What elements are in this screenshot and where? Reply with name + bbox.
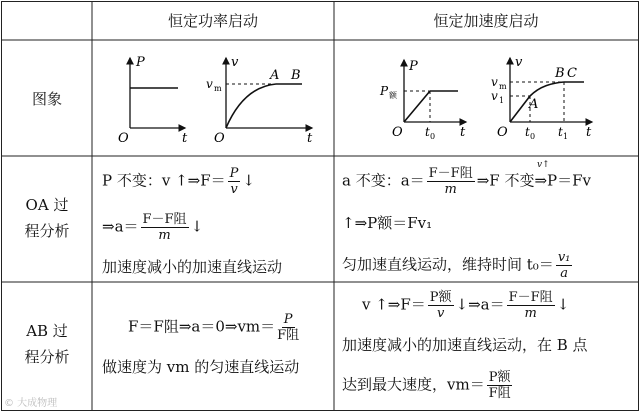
ab-acc-line2: 加速度减小的加速直线运动，在 B 点 (342, 336, 588, 354)
g3-origin: O (392, 125, 403, 140)
ab-acc-den-2: m (524, 306, 537, 321)
g2-point-b: B (291, 68, 301, 83)
col-header-const-acc: 恒定加速度启动 (433, 12, 539, 30)
ab-acc-frac-1 (428, 290, 454, 321)
g4-v1-sub: 1 (499, 96, 505, 105)
ab-power-line1-a: F＝F阻⇒a＝0⇒vm＝ (128, 317, 276, 336)
g4-t1-sub: 1 (563, 132, 569, 141)
g3-t0: t (425, 125, 430, 139)
g4-vm: v (491, 75, 498, 89)
ab-acc-frac-3 (487, 370, 513, 401)
g3-pe-sub: 额 (389, 91, 397, 100)
oa-power-num-1: P (229, 166, 239, 181)
oa-power-den-1: v (230, 182, 238, 197)
oa-power-line1 (102, 166, 255, 197)
g1-ylabel: P (136, 55, 145, 70)
oa-acc-line2: ↑⇒P额＝Fv₁ (342, 214, 433, 232)
oa-power-line3: 加速度减小的加速直线运动 (102, 258, 283, 276)
row-label-oa-line2: 程分析 (24, 222, 70, 240)
g3-xlabel: t (460, 125, 466, 140)
ab-power-den-1: F阻 (277, 328, 300, 343)
g4-point-c: C (567, 66, 577, 81)
oa-acc-line3-a: 匀加速直线运动，维持时间 t₀＝ (342, 255, 554, 274)
oa-power-line2-b: ↓ (190, 217, 204, 236)
ab-acc-den-3: F阻 (488, 386, 511, 401)
oa-power-line2-a: ⇒a＝ (102, 217, 139, 236)
g2-xlabel: t (307, 131, 313, 146)
ab-acc-frac-2 (507, 290, 555, 321)
g2-vm: v (206, 77, 213, 91)
row-label-ab-line1: AB 过 (26, 322, 68, 340)
oa-power-line1-a: P 不变：v ↑⇒F＝ (102, 171, 226, 190)
oa-acc-den-1: m (444, 182, 457, 197)
g2-origin: O (214, 131, 225, 146)
ab-power-line2: 做速度为 vm 的匀速直线运动 (102, 358, 300, 376)
ab-power-line1 (128, 312, 301, 343)
g4-v1: v (491, 89, 498, 103)
g3-t0-sub: 0 (430, 132, 436, 141)
ab-acc-line1-c: ↓ (556, 295, 570, 314)
g1-origin: O (118, 131, 129, 146)
ab-acc-line1 (362, 290, 569, 321)
g1-xlabel: t (182, 131, 188, 146)
oa-acc-line1-b: ⇒F 不变 (476, 171, 535, 190)
g4-t1: t (558, 125, 563, 139)
row-label-ab-line2: 程分析 (24, 348, 70, 366)
g3-pe: P (380, 84, 389, 98)
watermark: © 大成物理 (4, 398, 58, 409)
ab-power-num-1: P (283, 312, 293, 327)
g2-point-a: A (270, 68, 280, 83)
row-label-graph: 图象 (31, 90, 62, 108)
oa-acc-line1-a: a 不变：a＝ (342, 171, 425, 190)
row-label-oa-line1: OA 过 (25, 196, 69, 214)
oa-power-frac-1 (228, 166, 241, 197)
g2-ylabel: v (231, 55, 239, 70)
oa-power-den-2: m (158, 228, 171, 243)
g3-ylabel: P (409, 59, 418, 74)
oa-acc-line1 (342, 166, 591, 197)
oa-power-line1-b: ↓ (242, 171, 255, 190)
ab-acc-num-2: F－F阻 (508, 290, 553, 305)
ab-acc-num-3: P额 (488, 370, 511, 385)
oa-power-frac-2 (141, 212, 189, 243)
ab-acc-num-1: P额 (429, 290, 452, 305)
oa-acc-num-1: F－F阻 (428, 166, 473, 181)
g4-origin: O (497, 125, 508, 140)
g4-ylabel: v (515, 55, 523, 70)
oa-acc-den-3: a (560, 266, 568, 281)
g4-point-a: A (529, 97, 539, 112)
g4-xlabel: t (586, 125, 592, 140)
col-header-const-power: 恒定功率启动 (167, 12, 258, 30)
oa-power-num-2: F－F阻 (142, 212, 187, 227)
g2-vm-sub: m (214, 84, 222, 93)
oa-power-line2 (102, 212, 203, 243)
g4-t0: t (525, 125, 530, 139)
g4-vm-sub: m (499, 82, 507, 91)
oa-acc-line1-c: ⇒P＝Fv (534, 171, 591, 190)
ab-acc-line3 (342, 370, 514, 401)
oa-acc-num-3: v₁ (557, 250, 571, 265)
oa-acc-line3 (342, 250, 574, 281)
ab-power-frac-1 (277, 312, 299, 343)
g4-t0-sub: 0 (530, 132, 536, 141)
ab-acc-line1-a: v ↑⇒F＝ (362, 295, 426, 314)
ab-acc-den-1: v (436, 306, 445, 321)
g4-point-b: B (555, 66, 565, 81)
ab-acc-line3-a: 达到最大速度，vm＝ (342, 375, 485, 394)
oa-acc-frac-1 (427, 166, 475, 197)
ab-acc-line1-b: ↓⇒a＝ (455, 295, 505, 314)
oa-acc-frac-3 (556, 250, 573, 281)
oa-acc-arrow-note: v↑ (537, 160, 550, 170)
